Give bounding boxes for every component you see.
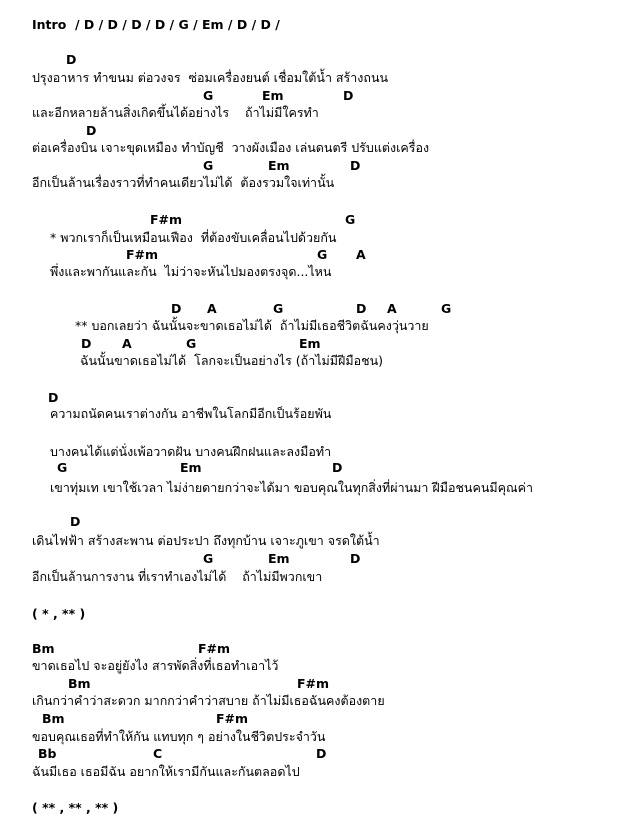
repeat-marker: ( ** , ** , ** ) xyxy=(32,800,119,815)
lyric-line: และอีกหลายล้านสิ่งเกิดขึ้นได้อย่างไร ถ้าไม่มีใครทำ xyxy=(32,105,319,120)
chord: D xyxy=(86,123,97,138)
lyric-line: * พวกเราก็เป็นเหมือนเฟือง ที่ต้องขับเคลื่อนไปด้วยกัน xyxy=(50,230,337,245)
chord: G xyxy=(345,212,356,227)
chord: D xyxy=(48,390,59,405)
chord: Em xyxy=(299,336,321,351)
chord: A xyxy=(122,336,132,351)
lyric-line: ต่อเครื่องบิน เจาะขุดเหมือง ทำบัญชี วางผังเมือง เล่นดนตรี ปรับแต่งเครื่อง xyxy=(32,140,430,155)
chord: G xyxy=(273,301,284,316)
lyric-line: ปรุงอาหาร ทำขนม ต่อวงจร ซ่อมเครื่องยนต์ เชื่อมใต้น้ำ สร้างถนน xyxy=(32,70,389,85)
chord: Bm xyxy=(42,711,65,726)
chord: D xyxy=(171,301,182,316)
chord: Em xyxy=(268,158,290,173)
lyric-line: เขาทุ่มเท เขาใช้เวลา ไม่ง่ายดายกว่าจะได้มา ขอบคุณในทุกสิ่งที่ผ่านมา ฝีมือชนคนมีคุณค่า xyxy=(50,480,533,495)
chord: G xyxy=(203,551,214,566)
lyric-line: ขอบคุณเธอที่ทำให้กัน แทบทุก ๆ อย่างในชีวิตประจำวัน xyxy=(32,729,326,744)
chord: Em xyxy=(262,88,284,103)
chord: G xyxy=(317,247,328,262)
lyric-line: บางคนได้แต่นั่งเพ้อวาดฝัน บางคนฝึกฝนและลงมือทำ xyxy=(50,444,332,459)
lyric-line: พึ่งและพากันและกัน ไม่ว่าจะหันไปมองตรงจุด...ไหน xyxy=(50,264,332,279)
intro-line: Intro / D / D / D / D / G / Em / D / D / xyxy=(32,17,280,32)
chord: F#m xyxy=(297,676,330,691)
chord: A xyxy=(356,247,366,262)
repeat-marker: ( * , ** ) xyxy=(32,606,86,621)
chord: F#m xyxy=(216,711,249,726)
chord: D xyxy=(343,88,354,103)
chord: A xyxy=(387,301,397,316)
chord: F#m xyxy=(150,212,183,227)
lyric-line: เกินกว่าคำว่าสะดวก มากกว่าคำว่าสบาย ถ้าไม่มีเธอฉันคงต้องตาย xyxy=(32,693,385,708)
lyric-line: ขาดเธอไป จะอยู่ยังไง สารพัดสิ่งที่เธอทำเอาไว้ xyxy=(32,658,279,673)
chord: D xyxy=(81,336,92,351)
chord: G xyxy=(186,336,197,351)
chord: Bb xyxy=(38,746,57,761)
chord: Bm xyxy=(32,641,55,656)
lyric-line: ฉันนั้นขาดเธอไม่ได้ โลกจะเป็นอย่างไร (ถ้าไม่มีฝีมือชน) xyxy=(80,353,383,368)
chord: C xyxy=(153,746,163,761)
chord: A xyxy=(207,301,217,316)
chord: D xyxy=(70,514,81,529)
lyric-line: ความถนัดคนเราต่างกัน อาชีพในโลกมีอีกเป็นร้อยพัน xyxy=(50,406,332,421)
chord: D xyxy=(350,158,361,173)
chord: Em xyxy=(268,551,290,566)
chord: D xyxy=(356,301,367,316)
chord: G xyxy=(441,301,452,316)
chord: F#m xyxy=(126,247,159,262)
chord: D xyxy=(350,551,361,566)
chord: F#m xyxy=(198,641,231,656)
chord: D xyxy=(316,746,327,761)
chord: G xyxy=(203,158,214,173)
lyric-line: เดินไฟฟ้า สร้างสะพาน ต่อประปา ถึงทุกบ้าน เจาะภูเขา จรดใต้น้ำ xyxy=(32,533,380,548)
lyric-line: อีกเป็นล้านเรื่องราวที่ทำคนเดียวไม่ได้ ต้องรวมใจเท่านั้น xyxy=(32,175,335,190)
lyric-line: ฉันมีเธอ เธอมีฉัน อยากให้เรามีกันและกันตลอดไป xyxy=(32,764,300,779)
chord: Bm xyxy=(68,676,91,691)
lyric-line: ** บอกเลยว่า ฉันนั้นจะขาดเธอไม่ได้ ถ้าไม่มีเธอชีวิตฉันคงวุ่นวาย xyxy=(75,318,429,333)
chord: Em xyxy=(180,460,202,475)
chord: G xyxy=(57,460,68,475)
chord: G xyxy=(203,88,214,103)
lyric-line: อีกเป็นล้านการงาน ที่เราทำเองไม่ได้ ถ้าไม่มีพวกเขา xyxy=(32,569,323,584)
chord: D xyxy=(332,460,343,475)
chord: D xyxy=(66,52,77,67)
